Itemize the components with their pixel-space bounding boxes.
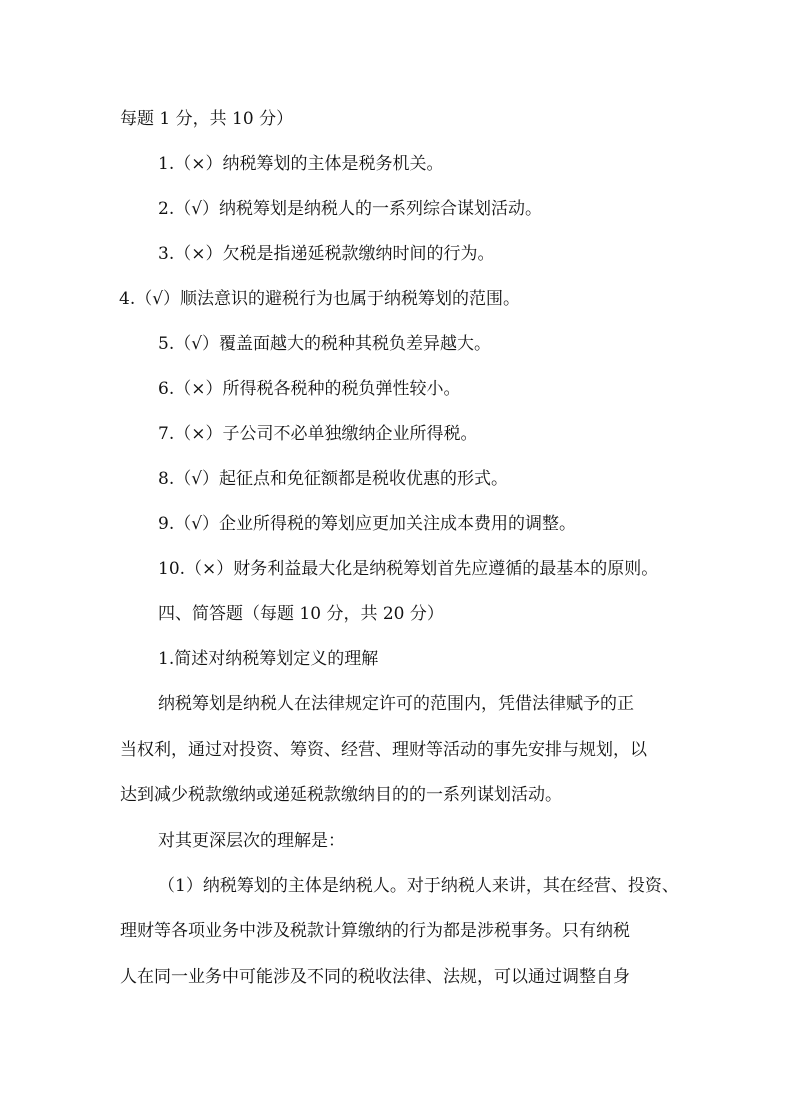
paragraph-line: 达到减少税款缴纳或递延税款缴纳目的的一系列谋划活动。 xyxy=(120,785,562,805)
judgment-item-6: 6.（×）所得税各税种的税负弹性较小。 xyxy=(158,379,461,399)
section-heading: 四、简答题（每题 10 分，共 20 分） xyxy=(158,604,444,624)
question-title: 1.简述对纳税筹划定义的理解 xyxy=(158,649,379,669)
judgment-item-1: 1.（×）纳税筹划的主体是税务机关。 xyxy=(158,154,444,174)
paragraph-line: （1）纳税筹划的主体是纳税人。对于纳税人来讲，其在经营、投资、 xyxy=(158,876,679,896)
judgment-item-7: 7.（×）子公司不必单独缴纳企业所得税。 xyxy=(158,424,478,444)
judgment-item-4: 4.（√）顺法意识的避税行为也属于纳税筹划的范围。 xyxy=(119,289,521,309)
paragraph-line: 当权利，通过对投资、筹资、经营、理财等活动的事先安排与规划，以 xyxy=(120,740,647,760)
judgment-item-2: 2.（√）纳税筹划是纳税人的一系列综合谋划活动。 xyxy=(158,199,543,219)
judgment-item-5: 5.（√）覆盖面越大的税种其税负差异越大。 xyxy=(158,334,492,354)
paragraph-line: 纳税筹划是纳税人在法律规定许可的范围内，凭借法律赋予的正 xyxy=(158,694,634,714)
judgment-item-9: 9.（√）企业所得税的筹划应更加关注成本费用的调整。 xyxy=(158,514,577,534)
judgment-item-10: 10.（×）财务利益最大化是纳税筹划首先应遵循的最基本的原则。 xyxy=(158,559,659,579)
text-line-score-note: 每题 1 分，共 10 分） xyxy=(120,109,294,129)
judgment-item-3: 3.（×）欠税是指递延税款缴纳时间的行为。 xyxy=(158,244,495,264)
judgment-item-8: 8.（√）起征点和免征额都是税收优惠的形式。 xyxy=(158,469,509,489)
paragraph-line: 理财等各项业务中涉及税款计算缴纳的行为都是涉税事务。只有纳税 xyxy=(120,921,630,941)
paragraph-line: 人在同一业务中可能涉及不同的税收法律、法规，可以通过调整自身 xyxy=(120,967,630,987)
paragraph-line: 对其更深层次的理解是： xyxy=(158,831,345,851)
